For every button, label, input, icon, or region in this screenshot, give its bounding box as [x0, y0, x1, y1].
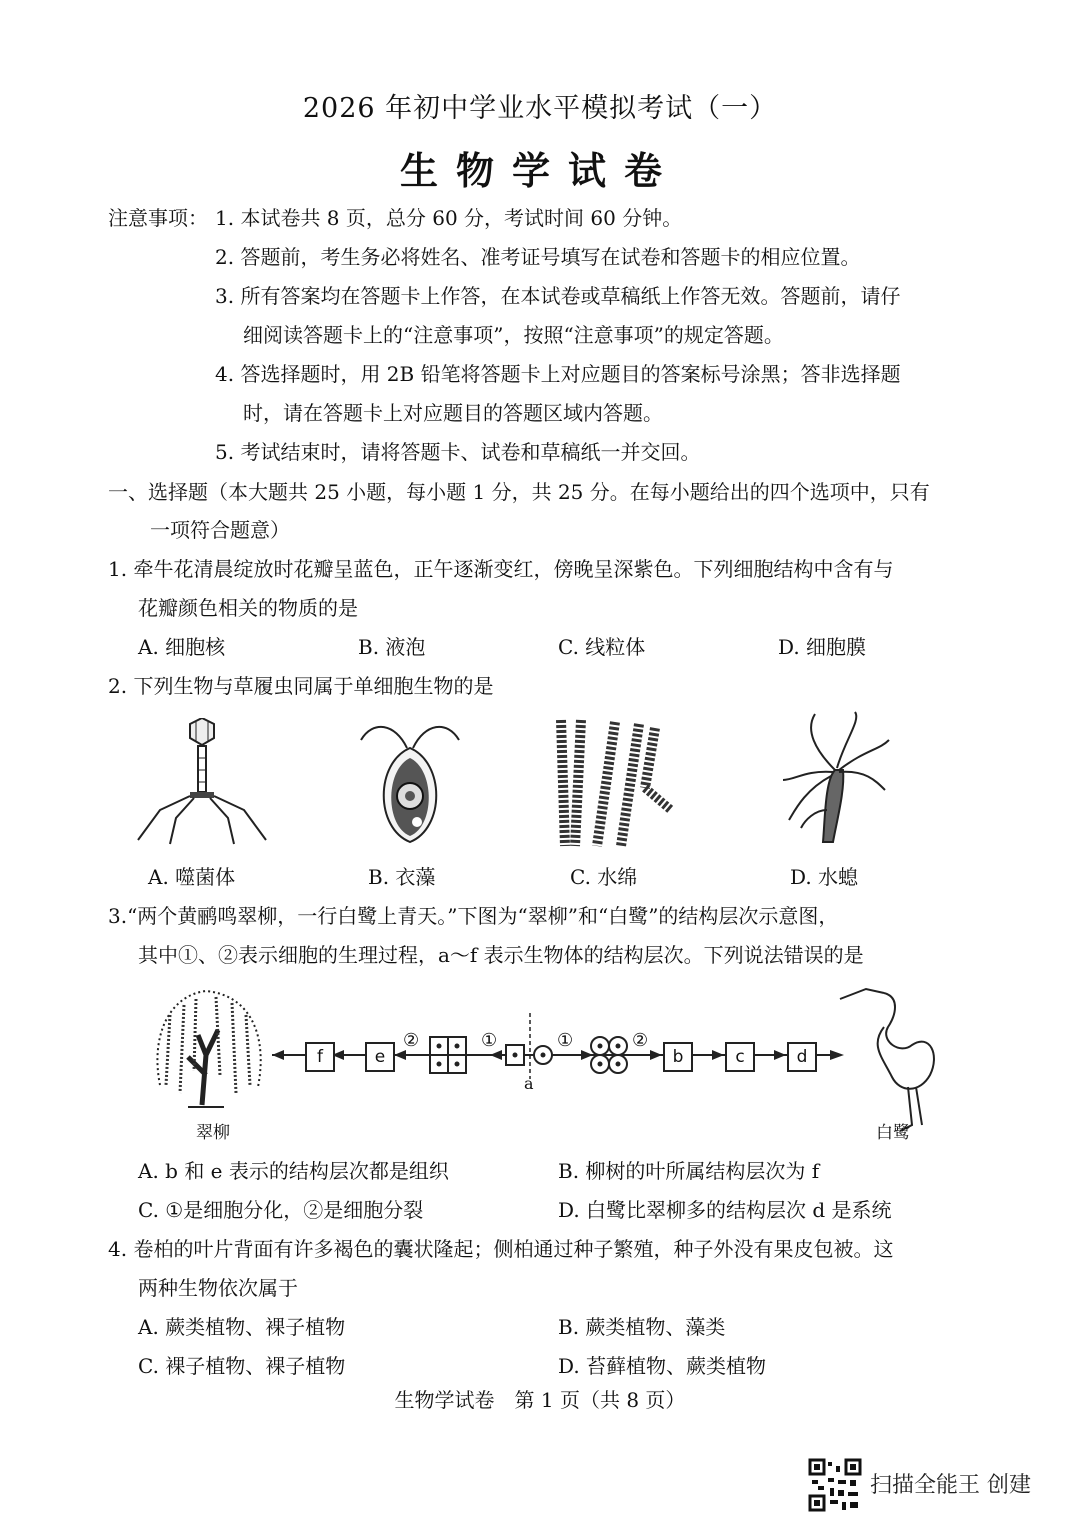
- subject-title: 生物学试卷: [399, 148, 680, 193]
- q4-option-c: C. 裸子植物、裸子植物: [138, 1354, 346, 1378]
- q1-option-a: A. 细胞核: [138, 635, 226, 659]
- note-item: 5. 考试结束时，请将答题卡、试卷和草稿纸一并交回。: [215, 440, 701, 464]
- egret-illustration: [840, 989, 934, 1131]
- point-a-label: a: [524, 1074, 534, 1093]
- q1-option-c: C. 线粒体: [558, 635, 646, 659]
- process-1-label: ①: [481, 1030, 498, 1051]
- q3-option-b: B. 柳树的叶所属结构层次为 f: [558, 1159, 820, 1183]
- note-item-continuation: 时，请在答题卡上对应题目的答题区域内答题。: [243, 401, 663, 425]
- level-box-f: f: [305, 1042, 335, 1072]
- level-box-c: c: [725, 1042, 755, 1072]
- exam-title: 2026 年初中学业水平模拟考试（一）: [302, 93, 778, 124]
- chlamydomonas-illustration: [355, 718, 465, 848]
- note-item: 4. 答选择题时，用 2B 铅笔将答题卡上对应题目的答案标号涂黑；答非选择题: [215, 362, 901, 386]
- q2-option-a: A. 噬菌体: [148, 865, 236, 889]
- spirogyra-illustration: [555, 718, 675, 848]
- level-box-e: e: [365, 1042, 395, 1072]
- q1-option-b: B. 液泡: [358, 635, 426, 659]
- question-2-stem: 2. 下列生物与草履虫同属于单细胞生物的是: [108, 674, 494, 698]
- willow-tree-illustration: [157, 991, 260, 1107]
- q1-option-d: D. 细胞膜: [778, 635, 867, 659]
- question-4-stem-continuation: 两种生物依次属于: [138, 1276, 298, 1300]
- section-heading: 一、选择题（本大题共 25 小题，每小题 1 分，共 25 分。在每小题给出的四个选项中，只有: [108, 480, 930, 504]
- question-3-stem: 3.“两个黄鹂鸣翠柳，一行白鹭上青天。”下图为“翠柳”和“白鹭”的结构层次示意图，: [108, 904, 839, 928]
- note-item-continuation: 细阅读答题卡上的“注意事项”，按照“注意事项”的规定答题。: [243, 323, 784, 347]
- hydra-illustration: [775, 710, 895, 850]
- q4-option-b: B. 蕨类植物、藻类: [558, 1315, 726, 1339]
- scanner-watermark: 扫描全能王 创建: [870, 1473, 1031, 1498]
- q2-option-c: C. 水绵: [570, 865, 638, 889]
- q2-option-b: B. 衣藻: [368, 865, 436, 889]
- q3-option-a: A. b 和 e 表示的结构层次都是组织: [138, 1159, 449, 1183]
- q3-option-c: C. ①是细胞分化，②是细胞分裂: [138, 1198, 424, 1222]
- q4-option-d: D. 苔藓植物、蕨类植物: [558, 1354, 767, 1378]
- note-item: 2. 答题前，考生务必将姓名、准考证号填写在试卷和答题卡的相应位置。: [215, 245, 861, 269]
- qr-code-icon: [808, 1458, 862, 1512]
- question-3-stem-continuation: 其中①、②表示细胞的生理过程，a～f 表示生物体的结构层次。下列说法错误的是: [138, 943, 864, 967]
- q4-option-a: A. 蕨类植物、裸子植物: [138, 1315, 346, 1339]
- willow-label: 翠柳: [196, 1123, 230, 1143]
- question-1-stem: 1. 牵牛花清晨绽放时花瓣呈蓝色，正午逐渐变红，傍晚呈深紫色。下列细胞结构中含有与: [108, 557, 894, 581]
- question-1-stem-continuation: 花瓣颜色相关的物质的是: [138, 596, 358, 620]
- structure-levels-diagram: [140, 975, 960, 1145]
- q3-option-d: D. 白鹭比翠柳多的结构层次 d 是系统: [558, 1198, 892, 1222]
- level-box-b: b: [663, 1042, 693, 1072]
- notes-label: 注意事项：: [108, 206, 208, 230]
- process-2-label: ②: [403, 1030, 420, 1051]
- bacteriophage-illustration: [130, 718, 280, 846]
- note-item: 3. 所有答案均在答题卡上作答，在本试卷或草稿纸上作答无效。答题前，请仔: [215, 284, 901, 308]
- q2-option-d: D. 水螅: [790, 865, 859, 889]
- section-heading-continuation: 一项符合题意）: [150, 518, 290, 542]
- level-box-d: d: [787, 1042, 817, 1072]
- page-footer: 生物学试卷 第 1 页（共 8 页）: [394, 1388, 686, 1412]
- note-item: 1. 本试卷共 8 页，总分 60 分，考试时间 60 分钟。: [215, 206, 683, 230]
- egret-label: 白鹭: [876, 1123, 910, 1143]
- question-4-stem: 4. 卷柏的叶片背面有许多褐色的囊状隆起；侧柏通过种子繁殖，种子外没有果皮包被。这: [108, 1237, 894, 1261]
- process-2-label: ②: [632, 1030, 649, 1051]
- process-1-label: ①: [557, 1030, 574, 1051]
